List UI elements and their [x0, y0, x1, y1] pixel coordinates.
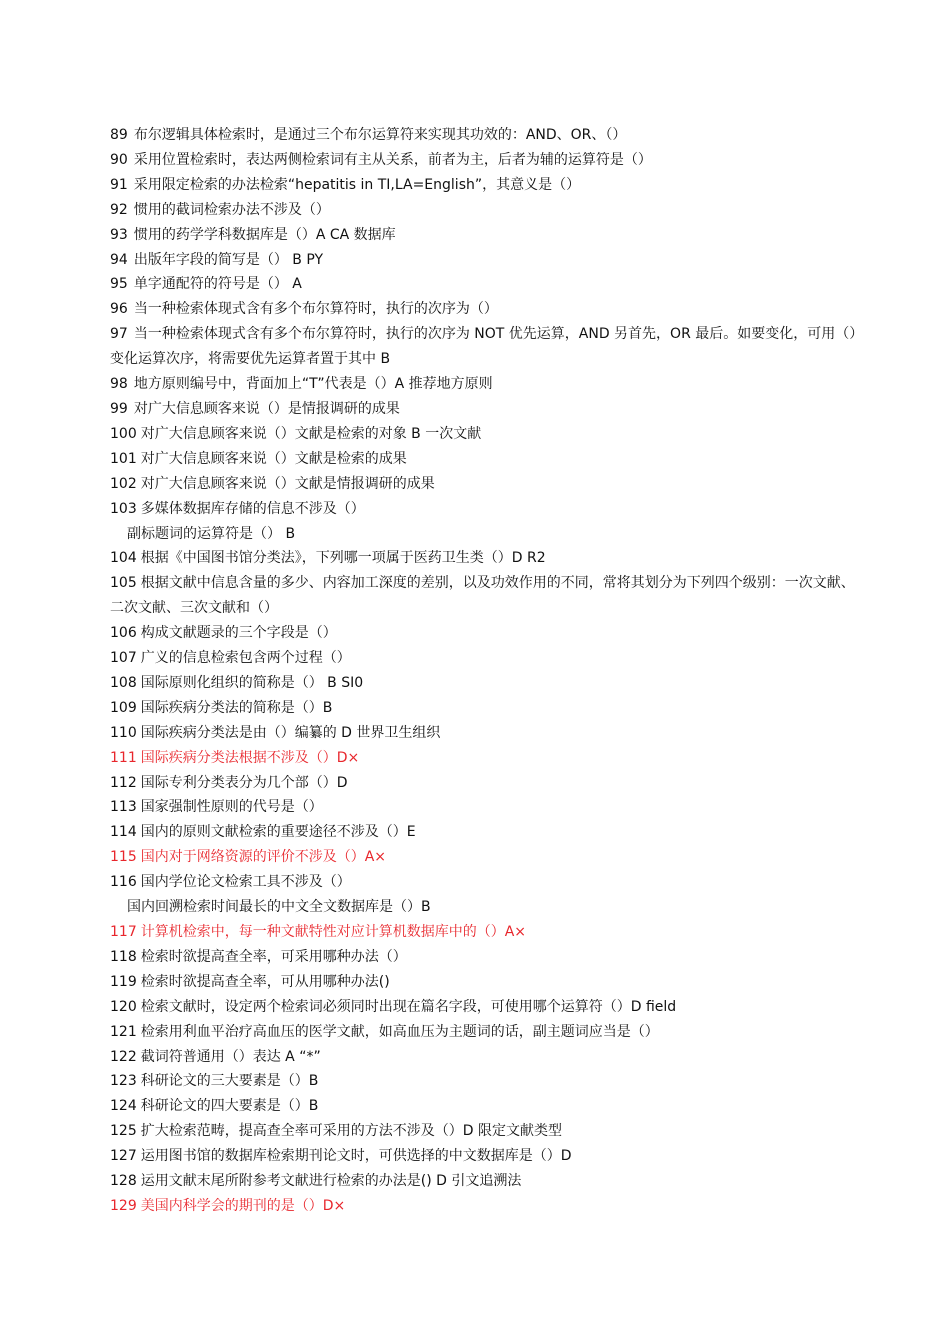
question-number: 114 [110, 824, 137, 841]
question-text: 科研论文的四大要素是（）B [140, 1098, 319, 1115]
question-text: 扩大检索范畴，提高查全率可采用的方法不涉及（）D 限定文献类型 [140, 1123, 562, 1140]
question-text: 国内对于网络资源的评价不涉及（）A× [140, 849, 387, 866]
question-line [110, 397, 860, 422]
question-line [110, 1194, 860, 1219]
question-line [110, 621, 860, 646]
question-number: 120 [110, 998, 137, 1015]
question-line [110, 472, 860, 497]
question-number: 98 [110, 376, 128, 393]
question-line [110, 272, 860, 297]
question-line [110, 696, 860, 721]
question-text: 检索时欲提高查全率，可从用哪种办法() [140, 973, 390, 990]
question-line [110, 671, 860, 696]
question-number: 122 [110, 1048, 137, 1065]
question-number: 94 [110, 251, 128, 268]
question-text: 对广大信息顾客来说（）是情报调研的成果 [133, 400, 400, 417]
question-number: 89 [110, 127, 128, 143]
question-number: 113 [110, 799, 137, 816]
question-text: 国际疾病分类法是由（）编纂的 D 世界卫生组织 [140, 724, 441, 741]
question-text: 美国内科学会的期刊的是（）D× [140, 1197, 346, 1214]
question-line [110, 322, 860, 372]
question-text: 根据《中国图书馆分类法》，下列哪一项属于医药卫生类（）D R2 [140, 550, 546, 567]
question-line [110, 771, 860, 796]
question-number: 121 [110, 1023, 137, 1040]
question-number: 116 [110, 874, 137, 891]
question-line [110, 497, 860, 522]
question-text: 计算机检索中，每一种文献特性对应计算机数据库中的（）A× [140, 924, 527, 940]
question-text: 当一种检索体现式含有多个布尔算符时，执行的次序为（） [133, 301, 498, 318]
question-text: 国内回溯检索时间最长的中文全文数据库是（）B [127, 899, 431, 916]
question-text: 采用位置检索时，表达两侧检索词有主从关系，前者为主，后者为辅的运算符是（） [133, 151, 652, 168]
question-number: 110 [110, 724, 137, 741]
question-text: 惯用的截词检索办法不涉及（） [133, 201, 330, 218]
question-number: 100 [110, 425, 137, 442]
question-text: 布尔逻辑具体检索时，是通过三个布尔运算符来实现其功效的：AND、OR、（） [133, 127, 627, 143]
question-text: 运用文献末尾所附参考文献进行检索的办法是() D 引文追溯法 [140, 1173, 522, 1190]
question-number: 127 [110, 1148, 137, 1165]
question-text: 副标题词的运算符是（） B [127, 525, 296, 542]
question-number: 96 [110, 301, 128, 318]
question-line [110, 870, 860, 895]
question-line [110, 1119, 860, 1144]
question-number: 107 [110, 650, 137, 667]
question-line [110, 522, 860, 547]
question-line [110, 746, 860, 771]
question-line [110, 945, 860, 970]
question-number: 118 [110, 948, 137, 965]
question-text: 出版年字段的简写是（） B PY [133, 251, 324, 268]
question-text: 运用图书馆的数据库检索期刊论文时，可供选择的中文数据库是（）D [140, 1148, 572, 1165]
question-number: 123 [110, 1073, 137, 1090]
question-number: 125 [110, 1123, 137, 1140]
question-line [110, 795, 860, 820]
question-line [110, 223, 860, 248]
question-number: 112 [110, 774, 137, 791]
question-number: 124 [110, 1098, 137, 1115]
question-line [110, 248, 860, 273]
question-line [110, 995, 860, 1020]
question-line [110, 198, 860, 223]
question-text: 当一种检索体现式含有多个布尔算符时，执行的次序为 NOT 优先运算，AND 另首先，OR 最后。如要变化，可用（）变化运算次序，将需要优先运算者置于其中 B [110, 326, 857, 368]
question-number: 117 [110, 924, 137, 940]
question-line [110, 571, 860, 621]
question-line [110, 422, 860, 447]
question-number: 115 [110, 849, 137, 866]
question-text: 检索用利血平治疗高血压的医学文献，如高血压为主题词的话，副主题词应当是（） [140, 1023, 659, 1040]
question-line [110, 123, 860, 148]
question-number: 105 [110, 575, 137, 592]
question-text: 国家强制性原则的代号是（） [140, 799, 323, 816]
question-text: 根据文献中信息含量的多少、内容加工深度的差别，以及功效作用的不同，常将其划分为下列四个级别：一次文献、二次文献、三次文献和（） [110, 575, 855, 617]
question-number: 119 [110, 973, 137, 990]
question-text: 科研论文的三大要素是（）B [140, 1073, 319, 1090]
question-text: 地方原则编号中，背面加上“T”代表是（）A 推荐地方原则 [133, 376, 493, 393]
question-line [110, 970, 860, 995]
question-number: 101 [110, 450, 137, 467]
question-text: 惯用的药学学科数据库是（）A CA 数据库 [133, 226, 396, 243]
question-list [110, 123, 860, 1219]
question-line [110, 1069, 860, 1094]
question-line [110, 646, 860, 671]
question-line [110, 447, 860, 472]
question-number: 90 [110, 151, 128, 168]
question-number: 97 [110, 326, 128, 343]
question-text: 广义的信息检索包含两个过程（） [140, 650, 351, 667]
question-text: 国际疾病分类法的简称是（）B [140, 699, 333, 716]
question-line [110, 895, 860, 920]
question-number: 106 [110, 625, 137, 642]
question-line [110, 721, 860, 746]
question-line [110, 148, 860, 173]
question-line [110, 820, 860, 845]
question-line [110, 1094, 860, 1119]
question-text: 国内学位论文检索工具不涉及（） [140, 874, 351, 891]
question-number: 109 [110, 699, 137, 716]
question-line [110, 173, 860, 198]
question-line [110, 546, 860, 571]
question-line [110, 1169, 860, 1194]
question-text: 对广大信息顾客来说（）文献是检索的对象 B 一次文献 [140, 425, 482, 442]
question-number: 102 [110, 475, 137, 492]
question-line [110, 1045, 860, 1070]
question-line [110, 297, 860, 322]
question-text: 多媒体数据库存储的信息不涉及（） [140, 500, 365, 517]
question-number: 128 [110, 1173, 137, 1190]
question-text: 国际疾病分类法根据不涉及（）D× [140, 749, 360, 766]
question-number: 93 [110, 226, 128, 243]
question-text: 国内的原则文献检索的重要途径不涉及（）E [140, 824, 416, 841]
question-line [110, 920, 860, 945]
question-number: 103 [110, 500, 137, 517]
question-number: 104 [110, 550, 137, 567]
question-line [110, 845, 860, 870]
question-text: 截词符普通用（）表达 A “*” [140, 1048, 321, 1065]
question-text: 采用限定检索的办法检索“hepatitis in TI,LA=English”，其意义是（） [133, 176, 581, 193]
question-text: 国际专利分类表分为几个部（）D [140, 774, 348, 791]
question-number: 92 [110, 201, 128, 218]
question-text: 构成文献题录的三个字段是（） [140, 625, 337, 642]
question-text: 国际原则化组织的简称是（） B SI0 [140, 674, 364, 691]
question-number: 91 [110, 176, 128, 193]
question-line [110, 372, 860, 397]
question-number: 108 [110, 674, 137, 691]
question-line [110, 1144, 860, 1169]
question-number: 95 [110, 276, 128, 293]
question-text: 检索时欲提高查全率，可采用哪种办法（） [140, 948, 407, 965]
question-number: 129 [110, 1197, 137, 1214]
question-line [110, 1020, 860, 1045]
question-text: 单字通配符的符号是（） A [133, 276, 302, 293]
question-text: 对广大信息顾客来说（）文献是检索的成果 [140, 450, 407, 467]
question-text: 对广大信息顾客来说（）文献是情报调研的成果 [140, 475, 435, 492]
question-number: 99 [110, 400, 128, 417]
question-text: 检索文献时，设定两个检索词必须同时出现在篇名字段，可使用哪个运算符（）D field [140, 998, 677, 1015]
question-number: 111 [110, 749, 137, 766]
